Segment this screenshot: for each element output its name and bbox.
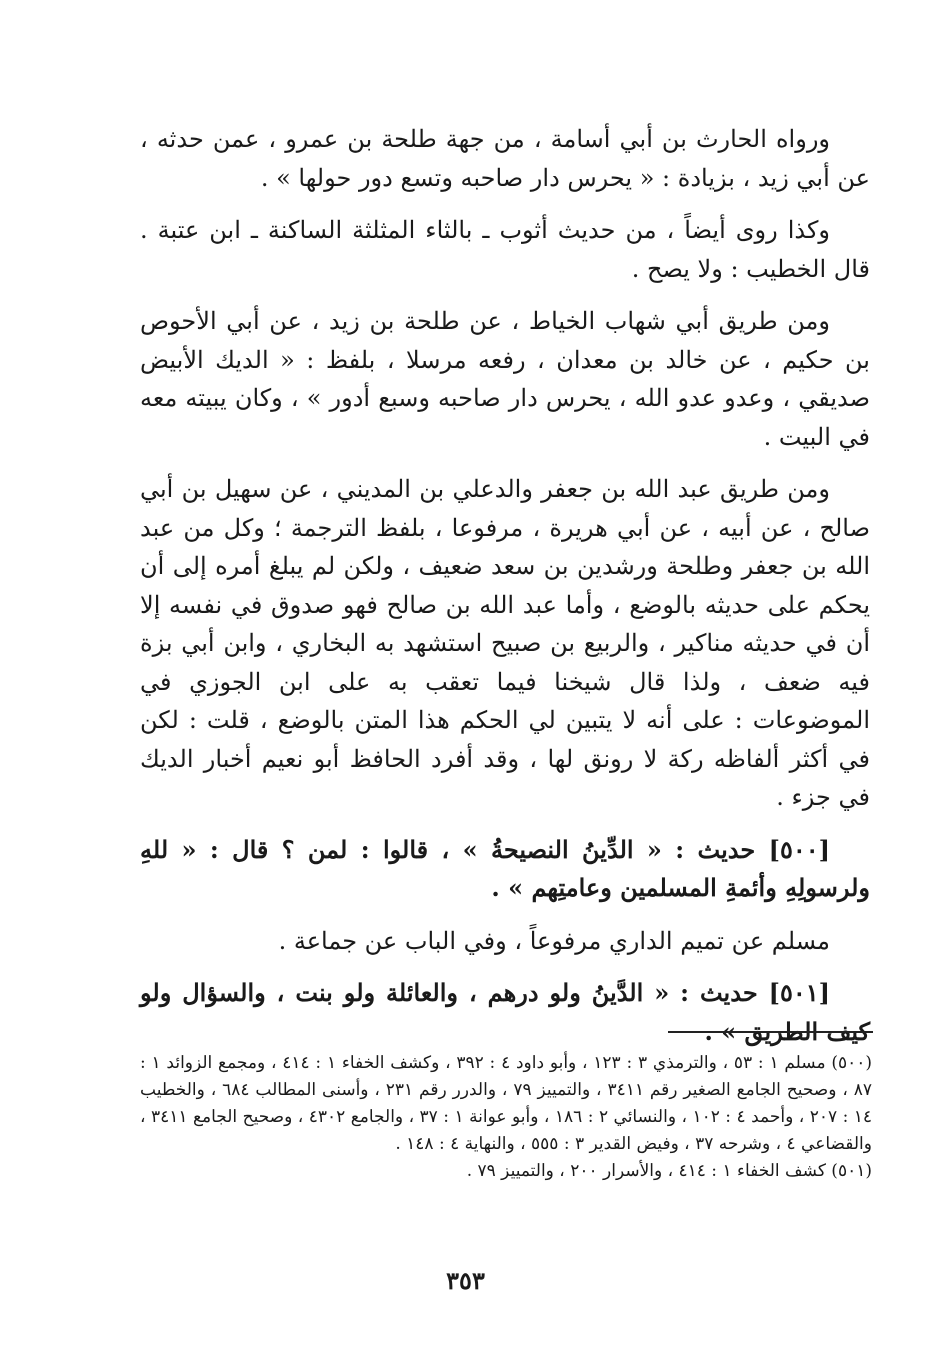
footnotes <box>140 1050 872 1185</box>
paragraph-2: وكذا روى أيضاً ، من حديث أثوب ـ بالثاء المثلثة الساكنة ـ ابن عتبة . قال الخطيب : ولا يصح . <box>140 216 870 283</box>
hadith-501: [٥٠١] حديث : « الدَّينُ ولو درهم ، والعائلة ولو بنت ، والسؤال ولو كيف الطريق » . <box>140 978 870 1046</box>
paragraph-3: ومن طريق أبي شهاب الخياط ، عن طلحة بن زيد ، عن أبي الأحوص بن حكيم ، عن خالد بن معدان ، رفعه مرسلا ، بلفظ : « الديك الأبيض صديقي ، وعدو عدو الله ، يحرس دار صاحبه وسبع أدور » ، وكان يبيته معه في البيت . <box>140 307 870 451</box>
hadith-500: [٥٠٠] حديث : « الدِّينُ النصيحةُ » ، قالوا : لمن ؟ قال : « للهِ ولرسولِهِ وأئمةِ المسلمين وعامتِهم » . <box>140 834 870 902</box>
page-number: ٣٥٣ <box>446 1266 485 1295</box>
paragraph-1: ورواه الحارث بن أبي أسامة ، من جهة طلحة بن عمرو ، عمن حدثه ، عن أبي زيد ، بزيادة : « يحرس دار صاحبه وتسع دور حولها » . <box>140 125 870 192</box>
paragraph-4: ومن طريق عبد الله بن جعفر والدعلي بن المديني ، عن سهيل بن أبي صالح ، عن أبيه ، عن أبي هريرة ، مرفوعا ، بلفظ الترجمة ؛ وكل من عبد الله بن جعفر وطلحة ورشدين بن سعد ضعيف ، ولكن لم يبلغ أمره إلى أن يحكم على حديثه بالوضع ، وأما عبد الله بن صالح فهو صدوق في نفسه إلا أن في حديثه مناكير ، والربيع بن صبيح استشهد به البخاري ، وابن أبي بزة فيه ضعف ، ولذا قال شيخنا فيما تعقب به على ابن الجوزي في الموضوعات : على أنه لا يتبين لي الحكم هذا المتن بالوضع ، قلت : لكن في أكثر ألفاظه ركة لا رونق لها ، وقد أفرد الحافظ أبو نعيم أخبار الديك في جزء . <box>140 475 870 811</box>
footnote-501: (٥٠١) كشف الخفاء ١ : ٤١٤ ، والأسرار ٢٠٠ ، والتمييز ٧٩ . <box>466 1161 872 1181</box>
main-text <box>140 120 870 1065</box>
footnote-500: (٥٠٠) مسلم ١ : ٥٣ ، والترمذي ٣ : ١٢٣ ، وأبو داود ٤ : ٣٩٢ ، وكشف الخفاء ١ : ٤١٤ ، ومجمع الزوائد ١ : ٨٧ ، وصحيح الجامع الصغير رقم ٣٤١١ ، والتمييز ٧٩ ، والدرر رقم ٢٣١ ، وأسنى المطالب ٦٨٤ ، والخطيب ١٤ : ٢٠٧ ، وأحمد ٤ : ١٠٢ ، والنسائي ٢ : ١٨٦ ، وأبو عوانة ١ : ٣٧ ، والجامع ٤٣٠٢ ، وصحيح الجامع ٣٤١١ ، والقضاعي ٤ ، وشرحه ٣٧ ، وفيض القدير ٣ : ٥٥٥ ، والنهاية ٤ : ١٤٨ . <box>140 1053 873 1154</box>
footnote-separator <box>668 1031 873 1033</box>
hadith-500-source: مسلم عن تميم الداري مرفوعاً ، وفي الباب عن جماعة . <box>278 926 830 955</box>
